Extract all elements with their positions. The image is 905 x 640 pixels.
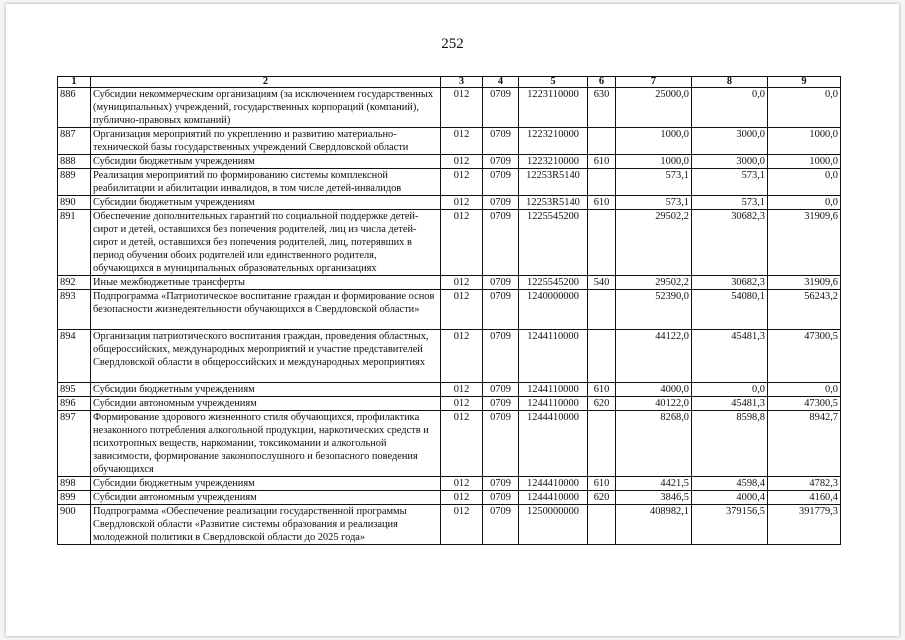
amount-year1-cell: 408982,1 [616,505,692,545]
amount-year2-cell: 4000,4 [692,491,768,505]
amount-year3-cell: 31909,6 [768,210,841,276]
target-code-cell: 1244410000 [519,411,588,477]
amount-year3-cell: 1000,0 [768,128,841,155]
target-code-cell: 1225545200 [519,210,588,276]
section-code-cell: 0709 [483,411,519,477]
target-code-cell: 1223210000 [519,128,588,155]
target-code-cell: 1223110000 [519,88,588,128]
row-name-cell: Иные межбюджетные трансферты [91,276,441,290]
ministry-code-cell: 012 [441,88,483,128]
table-row [58,210,841,276]
expense-type-cell [588,505,616,545]
target-code-cell: 1244110000 [519,397,588,411]
expense-type-cell: 610 [588,196,616,210]
ministry-code-cell: 012 [441,397,483,411]
amount-year3-cell: 0,0 [768,196,841,210]
column-header: 2 [91,77,441,88]
table-row [58,330,841,383]
expense-type-cell [588,169,616,196]
section-code-cell: 0709 [483,128,519,155]
amount-year2-cell: 8598,8 [692,411,768,477]
amount-year1-cell: 4000,0 [616,383,692,397]
row-name-cell: Обеспечение дополнительных гарантий по социальной поддержке детей-сирот и детей, оставшихся без попечения родителей, лиц из числа детей-сирот и детей, оставшихся без попечения родителей, лиц, потерявших в период обучения обоих родителей или единственного родителя, обучающихся в муниципальных образовательных организациях [91,210,441,276]
row-number-cell: 890 [58,196,91,210]
ministry-code-cell: 012 [441,196,483,210]
ministry-code-cell: 012 [441,411,483,477]
section-code-cell: 0709 [483,210,519,276]
target-code-cell: 12253R5140 [519,169,588,196]
table-row [58,383,841,397]
column-header: 6 [588,77,616,88]
amount-year3-cell: 391779,3 [768,505,841,545]
row-number-cell: 886 [58,88,91,128]
amount-year2-cell: 30682,3 [692,210,768,276]
amount-year1-cell: 8268,0 [616,411,692,477]
amount-year1-cell: 29502,2 [616,210,692,276]
table-row [58,397,841,411]
column-header: 4 [483,77,519,88]
amount-year2-cell: 573,1 [692,169,768,196]
row-name-cell: Субсидии бюджетным учреждениям [91,196,441,210]
table-row [58,411,841,477]
amount-year3-cell: 0,0 [768,169,841,196]
table-row [58,491,841,505]
section-code-cell: 0709 [483,383,519,397]
row-name-cell: Субсидии бюджетным учреждениям [91,477,441,491]
amount-year1-cell: 1000,0 [616,155,692,169]
amount-year3-cell: 4782,3 [768,477,841,491]
section-code-cell: 0709 [483,397,519,411]
table-row [58,196,841,210]
expense-type-cell [588,128,616,155]
amount-year3-cell: 0,0 [768,383,841,397]
row-number-cell: 897 [58,411,91,477]
table-row [58,155,841,169]
amount-year3-cell: 47300,5 [768,330,841,383]
section-code-cell: 0709 [483,290,519,330]
target-code-cell: 1244110000 [519,383,588,397]
section-code-cell: 0709 [483,276,519,290]
table-row [58,290,841,330]
expense-type-cell [588,411,616,477]
ministry-code-cell: 012 [441,276,483,290]
expense-type-cell: 610 [588,383,616,397]
column-header: 3 [441,77,483,88]
row-name-cell: Формирование здорового жизненного стиля обучающихся, профилактика незаконного потребления алкогольной продукции, наркотических средств и психотропных веществ, наркомании, токсикомании и алкогольной зависимости, формирование законопослушного и безопасного поведения обучающихся [91,411,441,477]
row-number-cell: 891 [58,210,91,276]
row-name-cell: Субсидии автономным учреждениям [91,397,441,411]
row-number-cell: 888 [58,155,91,169]
row-number-cell: 900 [58,505,91,545]
section-code-cell: 0709 [483,196,519,210]
amount-year2-cell: 45481,3 [692,397,768,411]
ministry-code-cell: 012 [441,477,483,491]
table-row [58,169,841,196]
ministry-code-cell: 012 [441,290,483,330]
expense-type-cell: 620 [588,397,616,411]
ministry-code-cell: 012 [441,330,483,383]
amount-year2-cell: 54080,1 [692,290,768,330]
amount-year1-cell: 3846,5 [616,491,692,505]
amount-year2-cell: 3000,0 [692,155,768,169]
section-code-cell: 0709 [483,169,519,196]
amount-year3-cell: 4160,4 [768,491,841,505]
target-code-cell: 1244410000 [519,491,588,505]
target-code-cell: 1244110000 [519,330,588,383]
budget-table [57,76,841,545]
section-code-cell: 0709 [483,155,519,169]
amount-year3-cell: 56243,2 [768,290,841,330]
row-number-cell: 889 [58,169,91,196]
row-number-cell: 895 [58,383,91,397]
row-name-cell: Организация мероприятий по укреплению и развитию материально-технической базы государственных учреждений Свердловской области [91,128,441,155]
page-number: 252 [441,36,464,52]
target-code-cell: 1250000000 [519,505,588,545]
ministry-code-cell: 012 [441,169,483,196]
column-header: 7 [616,77,692,88]
row-number-cell: 896 [58,397,91,411]
row-number-cell: 893 [58,290,91,330]
expense-type-cell [588,290,616,330]
expense-type-cell [588,330,616,383]
expense-type-cell: 540 [588,276,616,290]
amount-year1-cell: 40122,0 [616,397,692,411]
amount-year2-cell: 0,0 [692,88,768,128]
amount-year1-cell: 29502,2 [616,276,692,290]
target-code-cell: 1225545200 [519,276,588,290]
amount-year3-cell: 1000,0 [768,155,841,169]
amount-year3-cell: 31909,6 [768,276,841,290]
amount-year1-cell: 573,1 [616,169,692,196]
table-header-row [58,77,841,88]
ministry-code-cell: 012 [441,383,483,397]
amount-year1-cell: 52390,0 [616,290,692,330]
expense-type-cell: 610 [588,155,616,169]
target-code-cell: 1240000000 [519,290,588,330]
table-row [58,477,841,491]
amount-year2-cell: 573,1 [692,196,768,210]
row-name-cell: Субсидии бюджетным учреждениям [91,155,441,169]
expense-type-cell: 630 [588,88,616,128]
row-name-cell: Субсидии некоммерческим организациям (за исключением государственных (муниципальных) учреждений, государственных корпораций (компаний), публично-правовых компаний) [91,88,441,128]
table-row [58,88,841,128]
amount-year2-cell: 3000,0 [692,128,768,155]
ministry-code-cell: 012 [441,128,483,155]
ministry-code-cell: 012 [441,491,483,505]
row-name-cell: Организация патриотического воспитания граждан, проведения областных, общероссийских, международных мероприятий и участие представителей Свердловской области в общероссийских и международных мероприятиях [91,330,441,383]
table-row [58,505,841,545]
target-code-cell: 1244410000 [519,477,588,491]
row-number-cell: 898 [58,477,91,491]
amount-year3-cell: 0,0 [768,88,841,128]
amount-year3-cell: 8942,7 [768,411,841,477]
ministry-code-cell: 012 [441,210,483,276]
amount-year1-cell: 4421,5 [616,477,692,491]
amount-year1-cell: 25000,0 [616,88,692,128]
expense-type-cell [588,210,616,276]
ministry-code-cell: 012 [441,505,483,545]
amount-year1-cell: 573,1 [616,196,692,210]
row-number-cell: 899 [58,491,91,505]
expense-type-cell: 620 [588,491,616,505]
section-code-cell: 0709 [483,88,519,128]
row-name-cell: Подпрограмма «Обеспечение реализации государственной программы Свердловской области «Развитие системы образования и реализация молодежной политики в Свердловской области до 2025 года» [91,505,441,545]
target-code-cell: 1223210000 [519,155,588,169]
table-row [58,276,841,290]
section-code-cell: 0709 [483,477,519,491]
amount-year1-cell: 1000,0 [616,128,692,155]
section-code-cell: 0709 [483,505,519,545]
row-name-cell: Реализация мероприятий по формированию системы комплексной реабилитации и абилитации инвалидов, в том числе детей-инвалидов [91,169,441,196]
row-name-cell: Подпрограмма «Патриотическое воспитание граждан и формирование основ безопасности жизнедеятельности обучающихся в Свердловской области» [91,290,441,330]
row-name-cell: Субсидии бюджетным учреждениям [91,383,441,397]
amount-year2-cell: 4598,4 [692,477,768,491]
amount-year2-cell: 30682,3 [692,276,768,290]
amount-year2-cell: 379156,5 [692,505,768,545]
column-header: 1 [58,77,91,88]
row-number-cell: 887 [58,128,91,155]
column-header: 8 [692,77,768,88]
section-code-cell: 0709 [483,491,519,505]
target-code-cell: 12253R5140 [519,196,588,210]
amount-year1-cell: 44122,0 [616,330,692,383]
expense-type-cell: 610 [588,477,616,491]
row-number-cell: 894 [58,330,91,383]
row-name-cell: Субсидии автономным учреждениям [91,491,441,505]
column-header: 5 [519,77,588,88]
section-code-cell: 0709 [483,330,519,383]
amount-year2-cell: 0,0 [692,383,768,397]
amount-year2-cell: 45481,3 [692,330,768,383]
column-header: 9 [768,77,841,88]
row-number-cell: 892 [58,276,91,290]
table-row [58,128,841,155]
ministry-code-cell: 012 [441,155,483,169]
amount-year3-cell: 47300,5 [768,397,841,411]
